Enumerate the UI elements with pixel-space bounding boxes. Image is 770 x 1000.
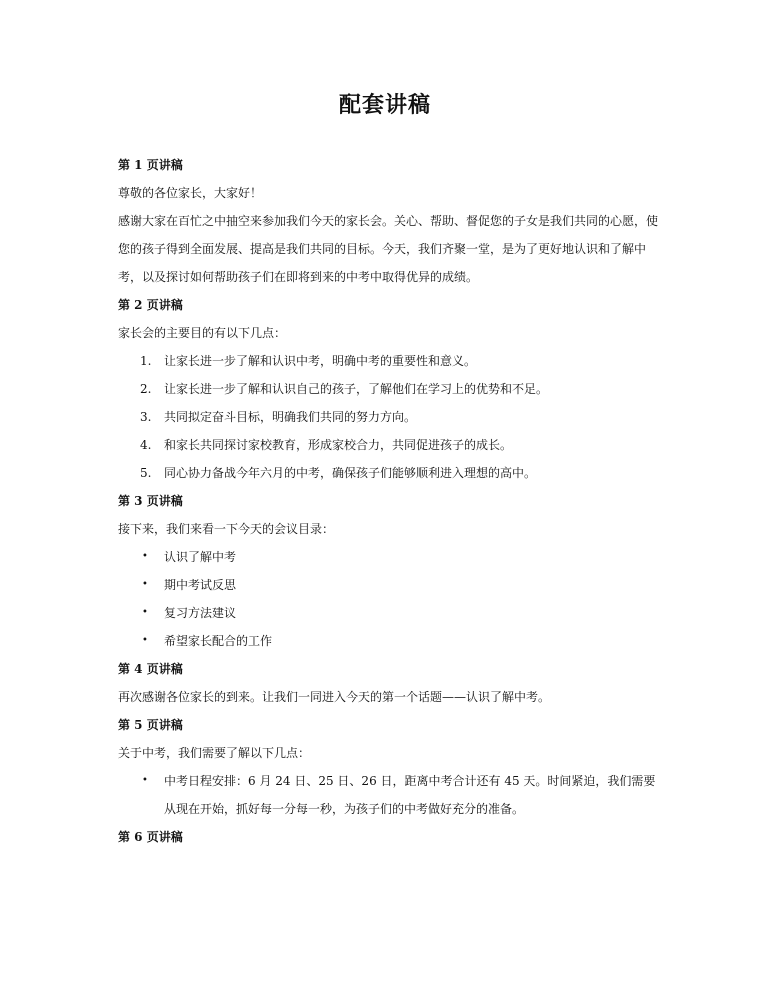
list-item xyxy=(118,375,663,403)
list-item-text: 让家长进一步了解和认识中考，明确中考的重要性和意义。 xyxy=(164,354,477,368)
list-number: 2. xyxy=(140,382,152,396)
list-item-text: 希望家长配合的工作 xyxy=(164,634,273,648)
purpose-list xyxy=(118,347,663,487)
list-item xyxy=(118,459,663,487)
transition-paragraph: 再次感谢各位家长的到来。让我们一同进入今天的第一个话题——认识了解中考。 xyxy=(118,690,551,704)
greeting-paragraph: 尊敬的各位家长，大家好！ xyxy=(118,186,263,200)
list-item xyxy=(118,599,663,627)
section-heading-1: 第 1 页讲稿 xyxy=(118,158,183,172)
bullet-icon: • xyxy=(142,551,148,562)
bullet-icon: • xyxy=(142,775,148,786)
intro-paragraph: 感谢大家在百忙之中抽空来参加我们今天的家长会。关心、帮助、督促您的子女是我们共同的心愿，使您的孩子得到全面发展、提高是我们共同的目标。今天，我们齐聚一堂，是为了更好地认识和了解中考，以及探讨如何帮助孩子们在即将到来的中考中取得优异的成绩。 xyxy=(118,214,659,284)
list-item xyxy=(118,403,663,431)
list-item-text: 期中考试反思 xyxy=(164,578,237,592)
agenda-intro: 接下来，我们来看一下今天的会议目录： xyxy=(118,522,335,536)
list-item xyxy=(118,543,663,571)
list-item xyxy=(118,627,663,655)
list-item-text: 同心协力备战今年六月的中考，确保孩子们能够顺利进入理想的高中。 xyxy=(164,466,537,480)
bullet-icon: • xyxy=(142,579,148,590)
list-number: 5. xyxy=(140,466,152,480)
list-number: 1. xyxy=(140,354,152,368)
exam-intro: 关于中考，我们需要了解以下几点： xyxy=(118,746,311,760)
list-item-text: 中考日程安排：6 月 24 日、25 日、26 日，距离中考合计还有 45 天。时间紧迫，我们需要从现在开始，抓好每一分每一秒，为孩子们的中考做好充分的准备。 xyxy=(164,774,656,816)
list-item-text: 复习方法建议 xyxy=(164,606,237,620)
list-number: 4. xyxy=(140,438,152,452)
list-item-text: 和家长共同探讨家校教育，形成家校合力，共同促进孩子的成长。 xyxy=(164,438,513,452)
section-heading-3: 第 3 页讲稿 xyxy=(118,494,183,508)
section-heading-6: 第 6 页讲稿 xyxy=(118,830,183,844)
agenda-list xyxy=(118,543,663,655)
section-heading-2: 第 2 页讲稿 xyxy=(118,298,183,312)
section-heading-5: 第 5 页讲稿 xyxy=(118,718,183,732)
document-body xyxy=(118,151,663,851)
bullet-icon: • xyxy=(142,607,148,618)
purpose-intro: 家长会的主要目的有以下几点： xyxy=(118,326,287,340)
exam-points-list xyxy=(118,767,663,823)
list-item xyxy=(118,767,663,823)
section-heading-4: 第 4 页讲稿 xyxy=(118,662,183,676)
document-title: 配套讲稿 xyxy=(338,92,431,118)
list-item xyxy=(118,431,663,459)
list-item xyxy=(118,347,663,375)
list-number: 3. xyxy=(140,410,152,424)
bullet-icon: • xyxy=(142,635,148,646)
list-item-text: 共同拟定奋斗目标，明确我们共同的努力方向。 xyxy=(164,410,417,424)
list-item-text: 认识了解中考 xyxy=(164,550,237,564)
list-item xyxy=(118,571,663,599)
list-item-text: 让家长进一步了解和认识自己的孩子，了解他们在学习上的优势和不足。 xyxy=(164,382,549,396)
